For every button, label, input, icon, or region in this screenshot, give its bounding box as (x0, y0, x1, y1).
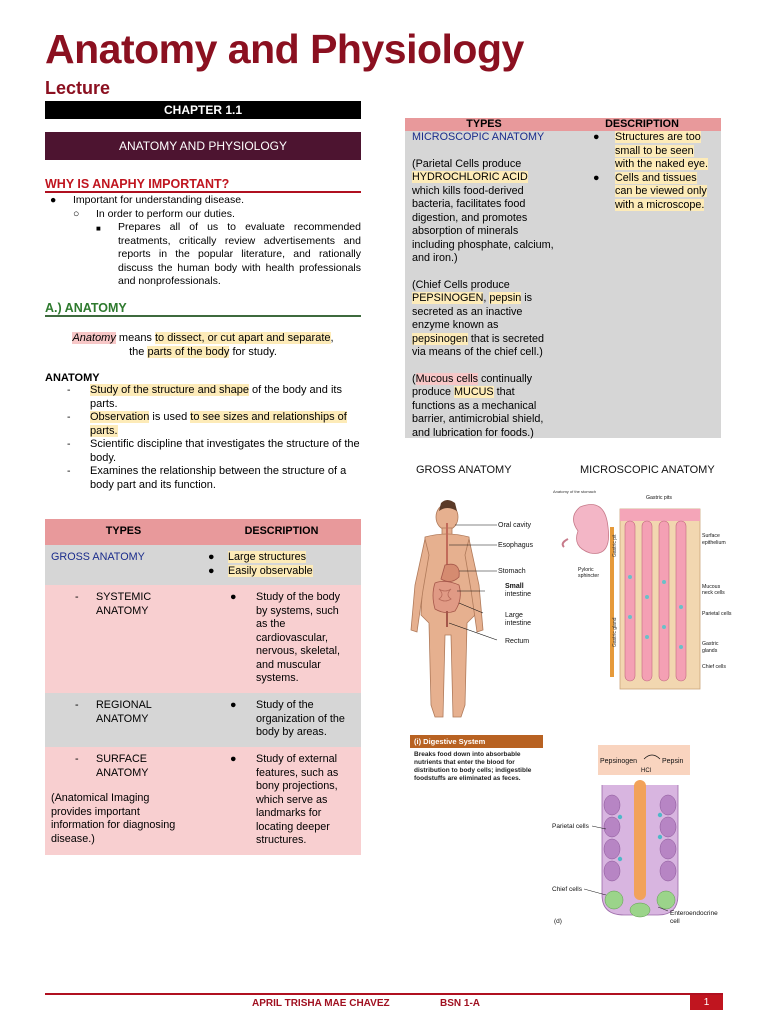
label-mucous-neck-1: Mucous (702, 584, 721, 590)
micro-mucous-note: (Mucous cells continually produce MUCUS that functions as a mechanical barrier, antimicrobial shield, and lubrication for foods.) (412, 372, 544, 439)
label-hcl: HCl (641, 768, 651, 774)
digestive-system-figure (405, 495, 550, 795)
anatomy-definition: Anatomy means to dissect, or cut apart and separate, the parts of the body for study. (72, 332, 334, 358)
why-heading: WHY IS ANAPHY IMPORTANT? (45, 177, 230, 191)
label-small-intestine-2: intestine (505, 591, 532, 598)
label-enteroendocrine-2: cell (670, 918, 680, 925)
anatomy-label: ANATOMY (45, 372, 100, 384)
dash: - (67, 411, 71, 423)
label-pepsinogen: Pepsinogen (600, 758, 637, 765)
anatomy-point-3: Scientific discipline that investigates the structure of the body. (90, 438, 360, 464)
systemic-anatomy-name: - SYSTEMIC ANATOMY (75, 591, 152, 617)
micro-types-cell (412, 131, 554, 440)
page-number: 1 (690, 995, 723, 1010)
micro-figure-label: MICROSCOPIC ANATOMY (580, 464, 715, 476)
label-parietal-cells: Parietal cells (702, 611, 732, 617)
label-gastric-pit-vertical: Gastric pit (612, 534, 618, 557)
chapter-bar: CHAPTER 1.1 (45, 101, 361, 119)
label-pyloric-2: sphincter (578, 573, 600, 579)
table-row (45, 747, 361, 855)
label-esophagus: Esophagus (498, 542, 534, 549)
micro-parietal-note: (Parietal Cells produce HYDROCHLORIC ACID which kills food-derived bacteria, facilitates food digestion, and promotes absorption of minerals including phosphate, calcium, and iron.) (412, 157, 554, 264)
surface-anatomy-desc: ● Study of external features, such as bony projections, which serve as landmarks for locating deeper structures. (230, 753, 339, 846)
gastric-gland-figure (548, 745, 738, 930)
label-pepsin: Pepsin (662, 758, 684, 765)
label-oral-cavity: Oral cavity (498, 522, 532, 529)
micro-anatomy-name: MICROSCOPIC ANATOMY (412, 131, 545, 143)
label-surface-epithelium-2: epithelium (702, 540, 726, 546)
label-gastric-glands-2: glands (702, 648, 718, 654)
label-large-intestine-2: intestine (505, 620, 532, 627)
why-bullet-square-3: ■ (96, 224, 101, 233)
why-rule (45, 191, 361, 193)
surface-note: (Anatomical Imaging provides important information for diagnosing disease.) (51, 792, 176, 845)
gross-figure-label: GROSS ANATOMY (416, 464, 512, 476)
why-bullet-1: Important for understanding disease. (73, 194, 245, 206)
anatomy-rule (45, 315, 361, 317)
label-gastric-gland-vertical: Gastric gland (612, 617, 618, 647)
header-description: DESCRIPTION (202, 519, 361, 545)
table-row (45, 585, 361, 693)
header-types: TYPES (45, 519, 202, 545)
label-mucous-neck-2: neck cells (702, 590, 725, 596)
micro-chief-note: (Chief Cells produce PEPSINOGEN, pepsin is secreted as an inactive enzyme known as pepsinogen that is secreted via means of the chief cell.) (412, 278, 545, 358)
why-bullet-3: Prepares all of us to evaluate recommended treatments, critically review advertisements and reports in the popular literature, and rationally discuss the human body with health professionals and nonprofessionals. (118, 221, 361, 287)
label-stomach: Stomach (498, 568, 526, 575)
footer-author: APRIL TRISHA MAE CHAVEZ (252, 998, 390, 1009)
stomach-micro-figure (550, 487, 740, 707)
digestive-caption-title: (i) Digestive System (410, 735, 543, 748)
gross-anatomy-desc: ● Large structures ● Easily observable (208, 551, 313, 577)
page-title: Anatomy and Physiology (45, 26, 524, 72)
regional-anatomy-desc: ● Study of the organization of the body by areas. (230, 699, 345, 738)
label-surface-epithelium-1: Surface (702, 533, 720, 539)
dash: - (67, 384, 71, 396)
label-parietal-cells-d: Parietal cells (552, 823, 589, 830)
def-highlight-1: to dissect, or cut apart and separate (155, 332, 331, 344)
micro-desc-cell: ● Structures are too small to be seen with the naked eye. ● Cells and tissues can be viewed only with a microscope. (593, 131, 709, 211)
why-bullet-dot-1: ● (50, 194, 57, 206)
label-chief-cells: Chief cells (702, 664, 726, 670)
anatomy-point-1: Study of the structure and shape of the body and its parts. (90, 384, 342, 410)
svg-text:Anatomy of the stomach: Anatomy of the stomach (553, 489, 597, 494)
label-d: (d) (554, 918, 562, 925)
label-gastric-pits: Gastric pits (646, 495, 672, 501)
surface-anatomy-name: - SURFACE ANATOMY (Anatomical Imaging provides important information for diagnosing disease.) (45, 747, 202, 855)
table-header-row (45, 519, 361, 545)
digestive-caption-text: Breaks food down into absorbable nutrients that enter the blood for distribution to body cells; indigestible foodstuffs are eliminated as feces. (414, 751, 532, 782)
def-word: Anatomy (72, 332, 116, 344)
anatomy-heading: A.) ANATOMY (45, 301, 127, 315)
micro-table-header: TYPES DESCRIPTION (405, 118, 721, 131)
label-large-intestine-1: Large (505, 612, 523, 619)
table-row (45, 545, 361, 585)
anatomy-point-4: Examines the relationship between the structure of a body part and its function. (90, 465, 347, 491)
label-pyloric-1: Pyloric (578, 567, 594, 573)
dash: - (67, 438, 71, 450)
anatomy-types-table (45, 519, 361, 855)
anatomy-point-2: Observation is used to see sizes and relationships of parts. (90, 411, 347, 437)
label-gastric-glands-1: Gastric (702, 641, 719, 647)
systemic-anatomy-desc: ● Study of the body by systems, such as the cardiovascular, nervous, skeletal, and muscular systems. (230, 591, 341, 684)
label-enteroendocrine-1: Enteroendocrine (670, 910, 718, 917)
footer-rule (45, 993, 723, 995)
why-bullet-circle-2: ○ (73, 208, 80, 220)
def-highlight-2: parts of the body (147, 346, 230, 358)
gross-anatomy-name: GROSS ANATOMY (51, 551, 145, 563)
page-subtitle: Lecture (45, 78, 111, 98)
regional-anatomy-name: - REGIONAL ANATOMY (75, 699, 152, 725)
table-row (45, 693, 361, 747)
label-small-intestine-1: Small (505, 583, 524, 590)
dash: - (67, 465, 71, 477)
why-bullet-2: In order to perform our duties. (96, 208, 235, 220)
section-banner: ANATOMY AND PHYSIOLOGY (45, 132, 361, 160)
footer-section: BSN 1-A (440, 998, 481, 1009)
label-rectum: Rectum (505, 638, 530, 645)
label-chief-cells-d: Chief cells (552, 886, 582, 893)
